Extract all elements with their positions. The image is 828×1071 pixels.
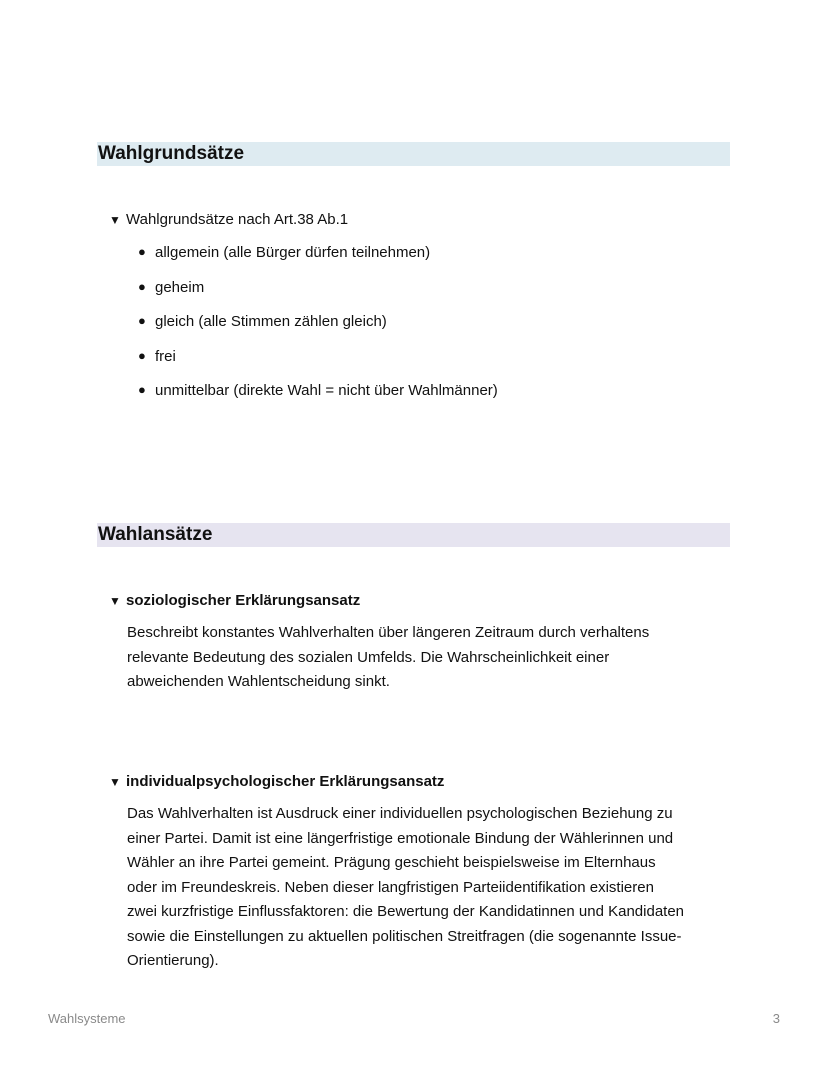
bullet-icon: ● xyxy=(138,244,146,259)
section-heading-wahlansaetze xyxy=(97,523,730,547)
bullet-list-wahlgrundsaetze xyxy=(138,243,498,416)
toggle-soziologischer-ansatz[interactable] xyxy=(109,591,360,611)
list-item-text: allgemein (alle Bürger dürfen teilnehmen) xyxy=(155,244,431,261)
paragraph-line: einer Partei. Damit ist eine längerfristige emotionale Bindung der Wählerinnen und xyxy=(127,829,674,847)
list-item xyxy=(138,278,498,313)
paragraph-line: zwei kurzfristige Einflussfaktoren: die Bewertung der Kandidatinnen und Kandidaten xyxy=(127,903,685,920)
toggle-label: Wahlgrundsätze nach Art.38 Ab.1 xyxy=(126,211,349,228)
bullet-icon: ● xyxy=(138,278,146,294)
paragraph-line: Wähler an ihre Partei gemeint. Prägung geschieht beispielsweise im Elternhaus xyxy=(127,854,656,871)
paragraph-individualpsychologischer-ansatz xyxy=(127,802,733,974)
bullet-icon: ● xyxy=(138,382,146,397)
paragraph-line: Beschreibt konstantes Wahlverhalten über längeren Zeitraum durch verhaltens xyxy=(127,624,650,641)
section-heading-text: Wahlgrundsätze xyxy=(98,143,245,164)
paragraph-soziologischer-ansatz xyxy=(127,621,733,695)
toggle-label: soziologischer Erklärungsansatz xyxy=(126,592,361,609)
list-item-text: gleich (alle Stimmen zählen gleich) xyxy=(155,313,387,330)
triangle-down-icon[interactable]: ▼ xyxy=(109,213,121,227)
bullet-icon: ● xyxy=(138,347,146,363)
footer-title: Wahlsysteme xyxy=(48,1011,126,1026)
paragraph-line: Das Wahlverhalten ist Ausdruck einer individuellen psychologischen Beziehung zu xyxy=(127,805,673,822)
toggle-wahlgrundsaetze-art38[interactable] xyxy=(109,210,348,230)
list-item-text: unmittelbar (direkte Wahl = nicht über Wahlmänner) xyxy=(155,382,498,399)
toggle-label: individualpsychologischer Erklärungsansatz xyxy=(126,773,445,790)
paragraph-line: relevante Bedeutung des sozialen Umfelds. Die Wahrscheinlichkeit einer xyxy=(127,648,610,666)
paragraph-line: sowie die Einstellungen zu aktuellen politischen Streitfragen (die sogenannte Issue- xyxy=(127,927,682,945)
page-number: 3 xyxy=(772,1011,780,1026)
list-item-text: frei xyxy=(155,347,176,365)
toggle-individualpsychologischer-ansatz[interactable] xyxy=(109,772,444,792)
list-item xyxy=(138,347,498,382)
triangle-down-icon[interactable]: ▼ xyxy=(109,594,121,608)
paragraph-line: oder im Freundeskreis. Neben dieser langfristigen Parteiidentifikation existieren xyxy=(127,878,654,896)
section-heading-wahlgrundsaetze xyxy=(97,142,730,166)
paragraph-line: abweichenden Wahlentscheidung sinkt. xyxy=(127,673,390,690)
list-item xyxy=(138,312,498,347)
section-heading-text: Wahlansätze xyxy=(98,524,213,545)
paragraph-line: Orientierung). xyxy=(127,952,219,969)
list-item xyxy=(138,243,498,278)
bullet-icon: ● xyxy=(138,313,146,328)
list-item-text: geheim xyxy=(155,278,205,296)
triangle-down-icon[interactable]: ▼ xyxy=(109,775,121,789)
list-item xyxy=(138,381,498,416)
